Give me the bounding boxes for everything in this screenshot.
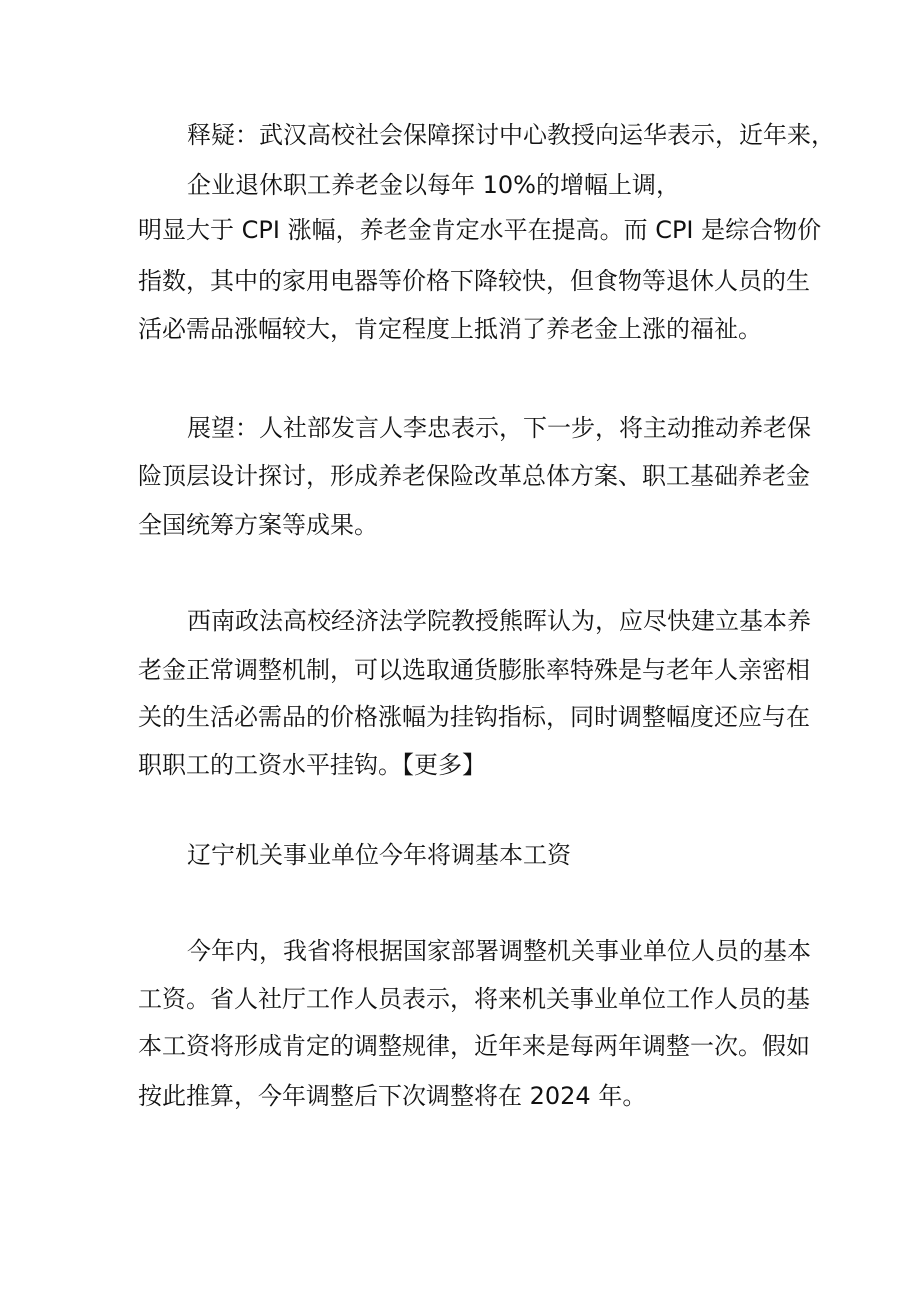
p1-line-4: 指数，其中的家用电器等价格下降较快，但食物等退休人员的生 xyxy=(138,267,810,295)
p1-line-5: 活必需品涨幅较大，肯定程度上抵消了养老金上涨的福祉。 xyxy=(138,315,762,343)
section-heading: 辽宁机关事业单位今年将调基本工资 xyxy=(187,841,571,869)
p1-line-2: 企业退休职工养老金以每年 10%的增幅上调， xyxy=(187,171,680,199)
p2-line-1: 展望：人社部发言人李忠表示，下一步，将主动推动养老保 xyxy=(187,414,811,442)
p5-line-4: 按此推算，今年调整后下次调整将在 2024 年。 xyxy=(138,1082,647,1110)
p2-line-2: 险顶层设计探讨，形成养老保险改革总体方案、职工基础养老金 xyxy=(138,462,810,490)
p3-line-4: 职职工的工资水平挂钩。【更多】 xyxy=(138,751,486,779)
p5-line-3: 本工资将形成肯定的调整规律，近年来是每两年调整一次。假如 xyxy=(138,1032,810,1060)
p2-line-3: 全国统筹方案等成果。 xyxy=(138,511,378,539)
p3-line-1: 西南政法高校经济法学院教授熊晖认为，应尽快建立基本养 xyxy=(187,607,811,635)
p1-line-1: 释疑：武汉高校社会保障探讨中心教授向运华表示，近年来， xyxy=(187,121,835,149)
p3-line-3: 关的生活必需品的价格涨幅为挂钩指标，同时调整幅度还应与在 xyxy=(138,703,810,731)
p3-line-2: 老金正常调整机制，可以选取通货膨胀率特殊是与老年人亲密相 xyxy=(138,656,810,684)
p1-line-3: 明显大于 CPI 涨幅，养老金肯定水平在提高。而 CPI 是综合物价 xyxy=(138,216,822,244)
p5-line-1: 今年内，我省将根据国家部署调整机关事业单位人员的基本 xyxy=(187,937,811,965)
p5-line-2: 工资。省人社厅工作人员表示，将来机关事业单位工作人员的基 xyxy=(138,985,810,1013)
